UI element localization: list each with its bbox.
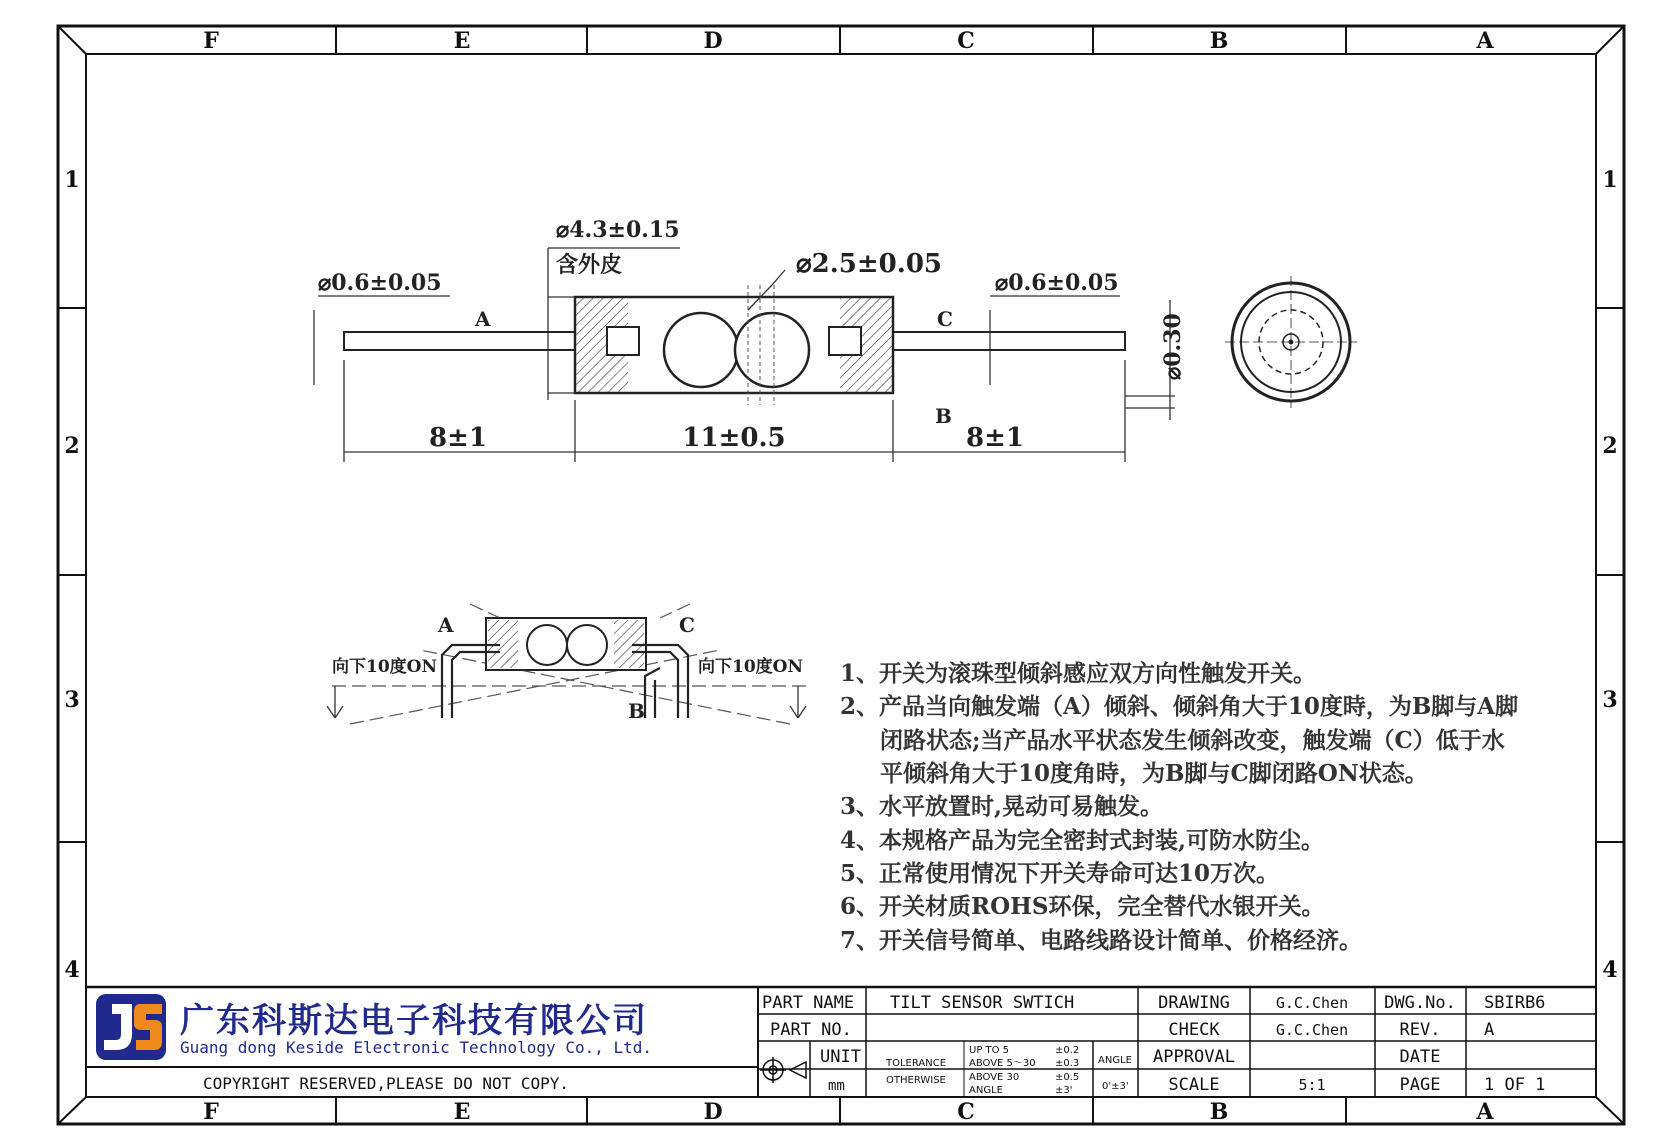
zone-row-2-left: 2 [64, 433, 80, 459]
tolerance-label: TOLERANCE [886, 1058, 947, 1069]
tol-value: ±0.5 [1055, 1072, 1080, 1083]
zone-row-1-left: 1 [64, 167, 80, 193]
dim-pin-right: ⌀0.6±0.05 [995, 270, 1119, 296]
note-line: 6、开关材质ROHS环保，完全替代水银开关。 [840, 893, 1325, 920]
tol-range: UP TO 5 [969, 1045, 1010, 1056]
dim-pin-left: ⌀0.6±0.05 [318, 270, 442, 296]
ball-left [664, 313, 738, 387]
dim-pin-vertical: ⌀0.30 [1160, 313, 1186, 380]
side-label-b: B [628, 699, 645, 723]
zone-row-4-right: 4 [1602, 957, 1618, 983]
label-pin-a: A [475, 307, 491, 331]
zone-col-e-bottom: E [453, 1099, 471, 1125]
projection-symbol-icon [760, 1057, 806, 1083]
notes-list [840, 660, 1518, 954]
side-label-a: A [438, 613, 454, 637]
dim-length-left: 8±1 [429, 423, 487, 453]
label-pin-c: C [937, 307, 953, 331]
dim-body-diameter: ⌀4.3±0.15 [556, 217, 680, 243]
check-label: CHECK [1168, 1020, 1220, 1040]
note-line: 2、产品当向触发端（A）倾斜、倾斜角大于10度時，为B脚与A脚 [840, 693, 1519, 720]
dim-body-note: 含外皮 [556, 252, 623, 278]
unit-value: mm [828, 1078, 845, 1094]
side-view [327, 604, 808, 724]
note-line: 4、本规格产品为完全密封式封装,可防水防尘。 [840, 827, 1325, 854]
company-logo [96, 994, 166, 1060]
company-name-cn: 广东科斯达电子科技有限公司 [180, 1001, 648, 1041]
scale-label: SCALE [1168, 1075, 1220, 1095]
angle-value: 0'±3' [1102, 1081, 1129, 1092]
zone-column-labels-bottom [203, 1099, 1494, 1125]
tol-range: ABOVE 30 [969, 1072, 1020, 1083]
zone-row-3-left: 3 [64, 687, 80, 713]
zone-col-e: E [453, 28, 471, 54]
ball-right [735, 313, 809, 387]
otherwise-label: OTHERWISE [886, 1075, 946, 1086]
dim-length-body: 11±0.5 [682, 423, 786, 453]
page-label: PAGE [1399, 1075, 1441, 1095]
dim-ball-diameter: ⌀2.5±0.05 [796, 249, 942, 279]
dim-length-right: 8±1 [966, 423, 1024, 453]
note-line: 5、正常使用情况下开关寿命可达10万次。 [840, 860, 1280, 887]
tilt-label-right: 向下10度ON [698, 657, 804, 677]
tol-value: ±0.2 [1055, 1045, 1080, 1056]
label-pin-b: B [935, 404, 952, 428]
zone-row-1-right: 1 [1602, 167, 1618, 193]
zone-col-c-bottom: C [957, 1099, 975, 1125]
note-line: 1、开关为滚珠型倾斜感应双方向性触发开关。 [840, 660, 1317, 687]
top-view [314, 217, 1186, 462]
copyright-notice: COPYRIGHT RESERVED,PLEASE DO NOT COPY. [203, 1074, 570, 1093]
tol-range: ABOVE 5～30 [969, 1058, 1036, 1069]
side-label-c: C [679, 613, 695, 637]
zone-col-a: A [1476, 28, 1494, 54]
date-label: DATE [1399, 1047, 1441, 1067]
tol-value: ±0.3 [1055, 1058, 1080, 1069]
part-name-label: PART NAME [762, 993, 855, 1013]
dwg-no-label: DWG.No. [1384, 993, 1456, 1013]
zone-col-a-bottom: A [1476, 1099, 1494, 1125]
note-line: 闭路状态;当产品水平状态发生倾斜改变，触发端（C）低于水 [880, 727, 1505, 754]
zone-col-f: F [203, 28, 219, 54]
note-line: 3、水平放置时,晃动可易触发。 [840, 793, 1164, 820]
company-name-en: Guang dong Keside Electronic Technology Co., Ltd. [180, 1038, 653, 1057]
tol-range: ANGLE [969, 1085, 1003, 1096]
zone-col-d-bottom: D [703, 1099, 723, 1125]
pin-a [344, 332, 576, 350]
note-line: 7、开关信号简单、电路线路设计简单、价格经济。 [840, 927, 1363, 954]
zone-row-2-right: 2 [1602, 433, 1618, 459]
zone-col-b: B [1209, 28, 1229, 54]
scale-value: 5:1 [1298, 1076, 1326, 1094]
check-by: G.C.Chen [1275, 1021, 1349, 1039]
rev-value: A [1484, 1020, 1495, 1040]
zone-col-d: D [703, 28, 723, 54]
zone-col-f-bottom: F [203, 1099, 219, 1125]
zone-column-labels-top [203, 28, 1494, 54]
zone-row-3-right: 3 [1602, 687, 1618, 713]
angle-label: ANGLE [1098, 1055, 1132, 1066]
page-value: 1 OF 1 [1484, 1075, 1546, 1095]
tilt-label-left: 向下10度ON [332, 657, 438, 677]
zone-col-c: C [957, 28, 975, 54]
dwg-no-value: SBIRB6 [1484, 993, 1546, 1013]
tol-value: ±3' [1055, 1085, 1073, 1096]
zone-col-b-bottom: B [1209, 1099, 1229, 1125]
rev-label: REV. [1399, 1020, 1441, 1040]
sheet-frame [58, 26, 1624, 1124]
part-no-label: PART NO. [770, 1020, 852, 1040]
unit-label: UNIT [820, 1047, 861, 1067]
end-view [1225, 276, 1357, 408]
drawing-label: DRAWING [1158, 993, 1230, 1013]
note-line: 平倾斜角大于10度角時，为B脚与C脚闭路ON状态。 [880, 760, 1428, 787]
approval-label: APPROVAL [1153, 1047, 1235, 1067]
drawing-by: G.C.Chen [1275, 994, 1349, 1012]
zone-row-4-left: 4 [64, 957, 80, 983]
part-name-value: TILT SENSOR SWTICH [890, 993, 1075, 1013]
